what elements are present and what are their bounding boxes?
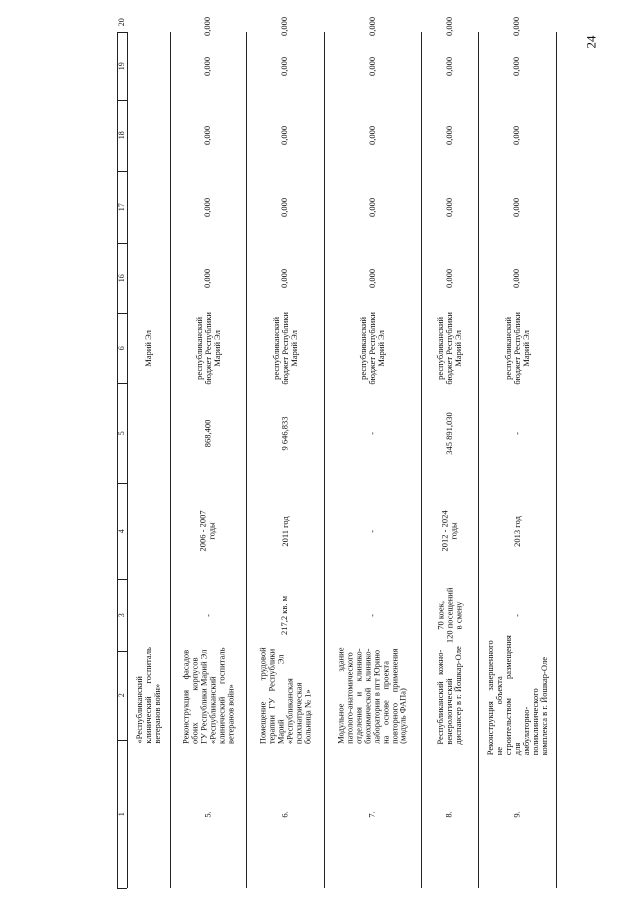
- row-cost-cell: [324, 383, 421, 483]
- row-rule: [127, 32, 128, 888]
- header-label-cell: [117, 740, 127, 888]
- row-name: Реконструкция завершенного не объекта строительством размещения для амбулаторно- поликлинического комплекса в г. Йошкар-Оле: [484, 635, 549, 756]
- row-cap-cell: [421, 579, 478, 651]
- row-v18: 0,000: [279, 125, 290, 146]
- row-years: 2012 - 2024 годы: [439, 510, 459, 552]
- row-v17-cell: [246, 171, 324, 243]
- header-label-cell: [117, 651, 127, 740]
- row-v16-cell: [421, 243, 478, 313]
- row-v17-cell: [170, 171, 246, 243]
- row-v17-cell: [324, 171, 421, 243]
- row-cost-cell: [246, 383, 324, 483]
- row-v17: 0,000: [511, 197, 522, 217]
- row-v19-cell: [324, 32, 421, 100]
- row-v17: 0,000: [202, 197, 213, 217]
- row-v20-cell: [324, 16, 421, 36]
- row-v20-cell: [170, 16, 246, 36]
- row-v17-cell: [478, 171, 556, 243]
- row-v17: 0,000: [444, 197, 455, 217]
- header-label: 19: [116, 61, 126, 70]
- row-cap: 70 коек, 120 посещений в смену: [435, 587, 463, 643]
- row-cost: 345 891,030: [444, 411, 455, 455]
- row-cost-cell: [478, 383, 556, 483]
- row-cap: -: [511, 613, 522, 617]
- row-src: республиканский бюджет Республики Марий Эл: [435, 311, 463, 385]
- row-v18-cell: [324, 100, 421, 171]
- row-cost: 868,400: [202, 419, 213, 447]
- row-v19: 0,000: [279, 56, 290, 76]
- row-name-cell: [170, 647, 246, 744]
- row-name: Реконструкция фасадов обоих корпусов ГУ Республики Марий Эл «Республиканский клинический госпиталь ветеранов войн»: [180, 647, 235, 744]
- row-years-cell: [478, 483, 556, 579]
- row-src-cell: [246, 313, 324, 383]
- row-v16: 0,000: [511, 268, 522, 288]
- row-name-cell: [478, 635, 556, 756]
- row-years-cell: [246, 483, 324, 579]
- row-years: 2006 - 2007 годы: [198, 510, 217, 552]
- row-name-cell: [421, 646, 478, 745]
- row-years: 2011 год: [279, 515, 290, 547]
- row-cap-cell: [478, 579, 556, 651]
- row-years: -: [367, 529, 378, 533]
- row-v19: 0,000: [202, 56, 213, 76]
- row-v18: 0,000: [511, 125, 522, 146]
- row-num: 9.: [511, 810, 522, 818]
- row-v20: 0,000: [279, 16, 290, 36]
- continuation-source-cell: [127, 313, 170, 383]
- header-label-cell: [117, 100, 127, 171]
- row-cap-cell: [246, 579, 324, 651]
- header-label: 16: [116, 273, 126, 282]
- row-years-cell: [170, 483, 246, 579]
- row-src-cell: [478, 313, 556, 383]
- header-label-cell: [117, 483, 127, 579]
- row-cap: 217,2 кв. м: [279, 595, 290, 635]
- row-v16: 0,000: [444, 268, 455, 288]
- header-label: 2: [116, 693, 126, 698]
- row-v16: 0,000: [279, 268, 290, 288]
- row-cost: -: [367, 431, 378, 435]
- row-v16-cell: [478, 243, 556, 313]
- row-num-cell: [421, 740, 478, 888]
- row-name-cell: [246, 647, 324, 744]
- row-v16: 0,000: [367, 268, 378, 288]
- row-num-cell: [478, 740, 556, 888]
- header-label: 17: [116, 202, 126, 211]
- row-rule: [556, 32, 557, 888]
- row-name: Республиканский кожно- венерологический диспансер в г. Йошкар-Оле: [435, 646, 463, 745]
- row-v20-cell: [478, 16, 556, 36]
- header-label-cell: [117, 313, 127, 383]
- row-v19: 0,000: [444, 56, 455, 76]
- header-label: 5: [116, 430, 126, 435]
- header-label-cell: [117, 579, 127, 651]
- row-v16: 0,000: [202, 268, 213, 288]
- row-cost: 9 646,833: [279, 415, 290, 450]
- header-label-cell: [117, 171, 127, 243]
- row-num: 6.: [279, 810, 290, 818]
- row-src-cell: [324, 313, 421, 383]
- row-src: республиканский бюджет Республики Марий Эл: [502, 311, 531, 385]
- row-v18-cell: [421, 100, 478, 171]
- row-cap-cell: [324, 579, 421, 651]
- row-name: Помещение трудовой терапии ГУ Республики Марий Эл «Республиканская психиатрическая больница № 1»: [257, 647, 312, 744]
- row-name-cell: [324, 647, 421, 744]
- row-years-cell: [324, 483, 421, 579]
- row-src: республиканский бюджет Республики Марий Эл: [270, 311, 299, 385]
- row-v17-cell: [421, 171, 478, 243]
- row-cap: -: [202, 613, 213, 617]
- row-v20: 0,000: [202, 16, 213, 36]
- row-years: 2013 год: [511, 515, 522, 547]
- row-src-cell: [421, 313, 478, 383]
- header-label: 4: [116, 528, 126, 533]
- row-cost-cell: [170, 383, 246, 483]
- row-name: Модульное здание патолого-анатомического отделения и клинико- биохимической клинико- лаборатории в пгт Юрино на основе проекта повторного применения (модуль ФАПа): [335, 647, 409, 744]
- row-v17: 0,000: [367, 197, 378, 217]
- row-num: 7.: [367, 810, 378, 818]
- row-v19-cell: [421, 32, 478, 100]
- row-v18: 0,000: [202, 125, 213, 146]
- row-v20: 0,000: [444, 16, 455, 36]
- header-label-cell: [117, 32, 127, 100]
- row-v19-cell: [246, 32, 324, 100]
- row-cap-cell: [170, 579, 246, 651]
- row-src: республиканский бюджет Республики Марий Эл: [358, 311, 386, 385]
- column-rule: [117, 888, 127, 889]
- row-cost-cell: [421, 383, 478, 483]
- header-label-cell: [117, 243, 127, 313]
- row-num-cell: [246, 740, 324, 888]
- row-v18-cell: [478, 100, 556, 171]
- row-v18-cell: [246, 100, 324, 171]
- row-v19: 0,000: [511, 56, 522, 76]
- header-label: 18: [116, 131, 126, 140]
- row-v19-cell: [478, 32, 556, 100]
- header-label-cell: [117, 12, 127, 32]
- row-cap: -: [367, 613, 378, 617]
- row-v18: 0,000: [367, 125, 378, 146]
- header-label: 6: [116, 345, 126, 350]
- row-v17: 0,000: [279, 197, 290, 217]
- continuation-source: Марий Эл: [143, 329, 154, 367]
- header-label: 20: [116, 17, 126, 26]
- continuation-name: «Республиканский клинический госпиталь ветеранов войн»: [134, 647, 162, 744]
- row-years-cell: [421, 483, 478, 579]
- header-label-cell: [117, 383, 127, 483]
- row-v16-cell: [170, 243, 246, 313]
- row-cost: -: [511, 431, 522, 435]
- row-src: республиканский бюджет Республики Марий Эл: [193, 311, 222, 385]
- row-v16-cell: [246, 243, 324, 313]
- row-v19-cell: [170, 32, 246, 100]
- row-v20-cell: [246, 16, 324, 36]
- row-v20: 0,000: [511, 16, 522, 36]
- row-num: 8.: [444, 810, 455, 818]
- row-num-cell: [170, 740, 246, 888]
- row-v20: 0,000: [367, 16, 378, 36]
- row-v18-cell: [170, 100, 246, 171]
- page-number: 24: [583, 35, 599, 49]
- row-v18: 0,000: [444, 125, 455, 146]
- row-num: 5.: [202, 810, 213, 818]
- header-label: 1: [116, 811, 126, 816]
- row-src-cell: [170, 313, 246, 383]
- row-v19: 0,000: [367, 56, 378, 76]
- row-v20-cell: [421, 16, 478, 36]
- continuation-name-cell: [127, 647, 170, 744]
- header-label: 3: [116, 612, 126, 617]
- row-num-cell: [324, 740, 421, 888]
- row-v16-cell: [324, 243, 421, 313]
